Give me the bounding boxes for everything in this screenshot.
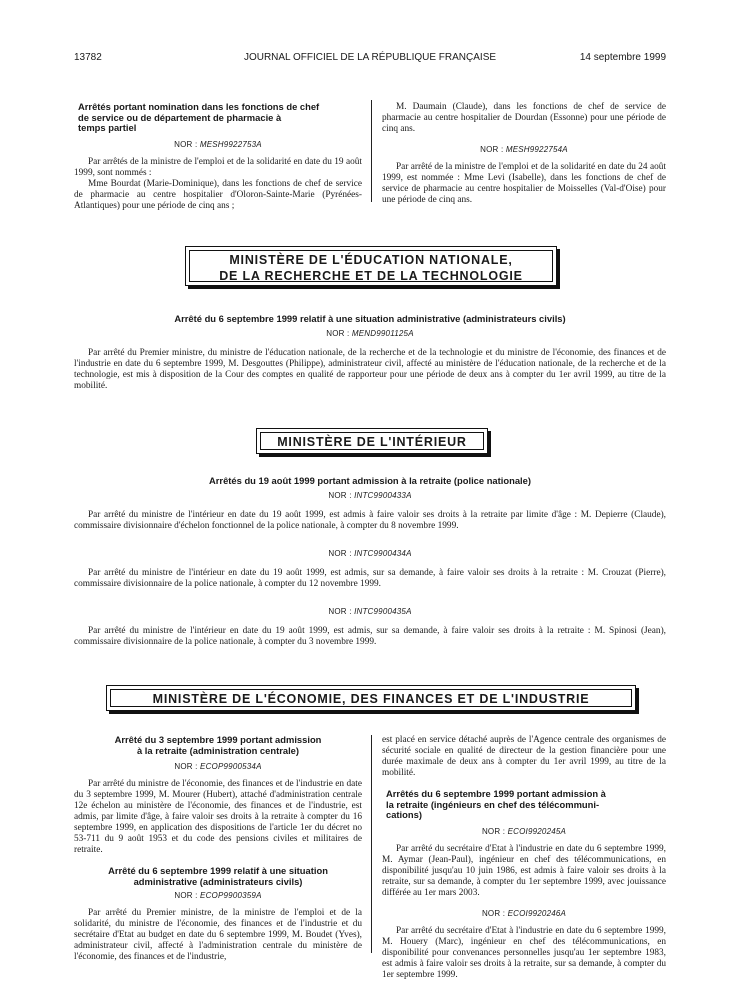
title-line: Arrêté du 6 septembre 1999 relatif à une situation bbox=[108, 865, 328, 876]
nor-label: NOR : bbox=[328, 490, 352, 500]
nor-reference bbox=[74, 139, 362, 150]
nor-label: NOR : bbox=[481, 826, 506, 836]
bottom-right-column bbox=[382, 735, 666, 981]
ministry-heading-interieur bbox=[256, 428, 488, 454]
nor-reference bbox=[74, 890, 362, 901]
nor-reference bbox=[74, 761, 362, 772]
nor-reference bbox=[382, 826, 666, 837]
nor-code: ECOI9920246A bbox=[507, 908, 567, 918]
title-line: Arrêtés portant nomination dans les fonctions de chef bbox=[78, 101, 320, 112]
title-line: temps partiel bbox=[78, 122, 137, 133]
paragraph: Par arrêté du secrétaire d'Etat à l'industrie en date du 6 septembre 1999, M. Aymar (Jean-Paul), ingénieur en chef des télécommunications, en disponibilité jusqu'au 10 juin 1986, est admis à faire valoir ses droits à la retraite, sur sa demande, à compter du 1er septembre 1999, avec jouissance différée au 1er mars 2003. bbox=[382, 843, 666, 898]
top-right-column bbox=[382, 102, 666, 206]
nor-code: ECOP9900359A bbox=[200, 891, 262, 900]
paragraph: Par arrêté du Premier ministre, du ministre de l'éducation nationale, de la recherche et de la technologie et du ministre de l'économie, des finances et de l'industrie en date du 6 septembre 1999, M. Desgouttes (Philippe), administrateur civil, affecté au ministère de l'éducation nationale, de la recherche et de la technologie, est mis à disposition de la Cour des comptes en qualité de rapporteur pour une période de deux ans à compter du 1er avril 1999, au titre de la mobilité. bbox=[74, 347, 666, 391]
paragraph: Par arrêté du Premier ministre, de la ministre de l'emploi et de la solidarité, du ministre de l'économie, des finances et de l'industrie et du secrétaire d'Etat au budget en date du 6 septembre 1999, M. Boudet (Yves), administrateur civil, affecté à l'administration centrale du ministère de l'économie, des finances et de l'industrie, bbox=[74, 908, 362, 962]
interieur-section bbox=[74, 476, 666, 648]
journal-title: JOURNAL OFFICIEL DE LA RÉPUBLIQUE FRANÇAISE bbox=[243, 52, 497, 63]
nor-reference bbox=[74, 490, 666, 501]
page-number: 13782 bbox=[74, 52, 102, 63]
top-left-column bbox=[74, 102, 362, 212]
column-divider bbox=[371, 735, 372, 953]
ministry-line: DE LA RECHERCHE ET DE LA TECHNOLOGIE bbox=[219, 269, 523, 283]
paragraph: Par arrêtés de la ministre de l'emploi et de la solidarité en date du 19 août 1999, sont nommés : bbox=[74, 156, 362, 178]
bottom-left-column bbox=[74, 735, 362, 963]
nor-code: MEND9901125A bbox=[351, 328, 414, 338]
title-line: à la retraite (administration centrale) bbox=[136, 744, 300, 756]
title-line: cations) bbox=[386, 809, 422, 820]
section-title bbox=[74, 102, 362, 134]
nor-label: NOR : bbox=[326, 328, 350, 338]
paragraph: Par arrêté de la ministre de l'emploi et de la solidarité en date du 24 août 1999, est nommée : Mme Levi (Isabelle), dans les fonctions de chef de service de pharmacie au centre hospitalier de Moisselles (Val-d'Oise) pour une période de cinq ans. bbox=[382, 162, 666, 205]
issue-date: 14 septembre 1999 bbox=[579, 52, 666, 63]
paragraph: Par arrêté du ministre de l'intérieur en date du 19 août 1999, est admis à faire valoir ses droits à la retraite par limite d'âge : M. Depierre (Claude), commissaire divisionnaire d'échelon fonctionnel de la police nationale, à compter du 8 novembre 1999. bbox=[74, 509, 666, 531]
paragraph: est placé en service détaché auprès de l'Agence centrale des organismes de sécurité sociale en qualité de directeur de la gestion financière pour une durée maximale de deux ans à compter du 1er avril 1999, au titre de la mobilité. bbox=[382, 735, 666, 778]
ministry-heading-economie bbox=[106, 685, 636, 711]
nor-code: ECOP9900534A bbox=[200, 762, 262, 771]
ministry-heading-education bbox=[185, 246, 557, 286]
nor-reference bbox=[382, 908, 666, 919]
nor-label: NOR : bbox=[174, 891, 198, 900]
nor-label: NOR : bbox=[174, 139, 198, 149]
paragraph: Par arrêté du ministre de l'intérieur en date du 19 août 1999, est admis, sur sa demande, à faire valoir ses droits à la retraite : M. Spinosi (Jean), commissaire divisionnaire de la police nationale, à compter du 3 novembre 1999. bbox=[74, 625, 666, 647]
education-section bbox=[74, 314, 666, 392]
paragraph: Par arrêté du ministre de l'économie, des finances et de l'industrie en date du 3 septembre 1999, M. Mourer (Hubert), attaché d'administration centrale 12e échelon au ministère de l'économie, des finances et de l'industrie, est admis, par limite d'âge, à faire valoir ses droits à la retraite à compter du 16 septembre 1999, en application des dispositions de l'article 1er du décret no 53-711 du 9 août 1953 et du code des pensions civiles et militaires de retraite. bbox=[74, 779, 362, 855]
nor-reference bbox=[74, 328, 666, 339]
paragraph: Mme Bourdat (Marie-Dominique), dans les fonctions de chef de service de pharmacie au centre hospitalier d'Oloron-Sainte-Marie (Pyrénées-Atlantiques) pour une période de cinq ans ; bbox=[74, 178, 362, 211]
decree-title bbox=[74, 866, 362, 887]
paragraph: M. Daumain (Claude), dans les fonctions de chef de service de pharmacie au centre hospitalier de Dourdan (Essonne) pour une période de cinq ans. bbox=[382, 102, 666, 134]
nor-label: NOR : bbox=[174, 762, 198, 771]
nor-code: ECOI9920245A bbox=[507, 826, 567, 836]
nor-code: MESH9922753A bbox=[199, 139, 262, 149]
nor-code: INTC9900435A bbox=[354, 606, 412, 616]
title-line: Arrêté du 3 septembre 1999 portant admission bbox=[114, 734, 322, 745]
ministry-line: MINISTÈRE DE L'INTÉRIEUR bbox=[277, 435, 467, 449]
nor-label: NOR : bbox=[328, 606, 352, 616]
decree-title: Arrêtés du 19 août 1999 portant admission à la retraite (police nationale) bbox=[209, 475, 531, 486]
paragraph: Par arrêté du ministre de l'intérieur en date du 19 août 1999, est admis, sur sa demande, à faire valoir ses droits à la retraite : M. Crouzat (Pierre), commissaire divisionnaire de la police nationale, à compter du 12 novembre 1999. bbox=[74, 567, 666, 589]
ministry-line: MINISTÈRE DE L'ÉDUCATION NATIONALE, bbox=[229, 253, 513, 267]
title-line: Arrêtés du 6 septembre 1999 portant admission à bbox=[386, 788, 606, 799]
decree-title bbox=[74, 735, 362, 756]
nor-label: NOR : bbox=[328, 548, 352, 558]
nor-label: NOR : bbox=[481, 908, 506, 918]
nor-code: MESH9922754A bbox=[505, 145, 568, 154]
title-line: administrative (administrateurs civils) bbox=[133, 875, 303, 887]
nor-code: INTC9900433A bbox=[354, 490, 412, 500]
nor-reference bbox=[382, 144, 666, 155]
title-line: de service ou de département de pharmacie à bbox=[78, 111, 282, 123]
column-divider bbox=[371, 100, 372, 202]
title-line: la retraite (ingénieurs en chef des télécommuni- bbox=[386, 798, 600, 810]
nor-reference bbox=[74, 606, 666, 617]
ministry-line: MINISTÈRE DE L'ÉCONOMIE, DES FINANCES ET DE L'INDUSTRIE bbox=[152, 692, 590, 706]
decree-title bbox=[382, 789, 666, 821]
nor-reference bbox=[74, 548, 666, 559]
paragraph: Par arrêté du secrétaire d'Etat à l'industrie en date du 6 septembre 1999, M. Houery (Marc), ingénieur en chef des télécommunications, en disponibilité pour convenances personnelles jusqu'au 1er septembre 1983, est admis à faire valoir ses droits à la retraite, sur sa demande, à compter du 1er septembre 1999. bbox=[382, 925, 666, 980]
nor-label: NOR : bbox=[480, 145, 504, 154]
nor-code: INTC9900434A bbox=[354, 548, 412, 558]
decree-title: Arrêté du 6 septembre 1999 relatif à une situation administrative (administrateurs civils) bbox=[174, 313, 566, 324]
running-header bbox=[74, 52, 666, 68]
